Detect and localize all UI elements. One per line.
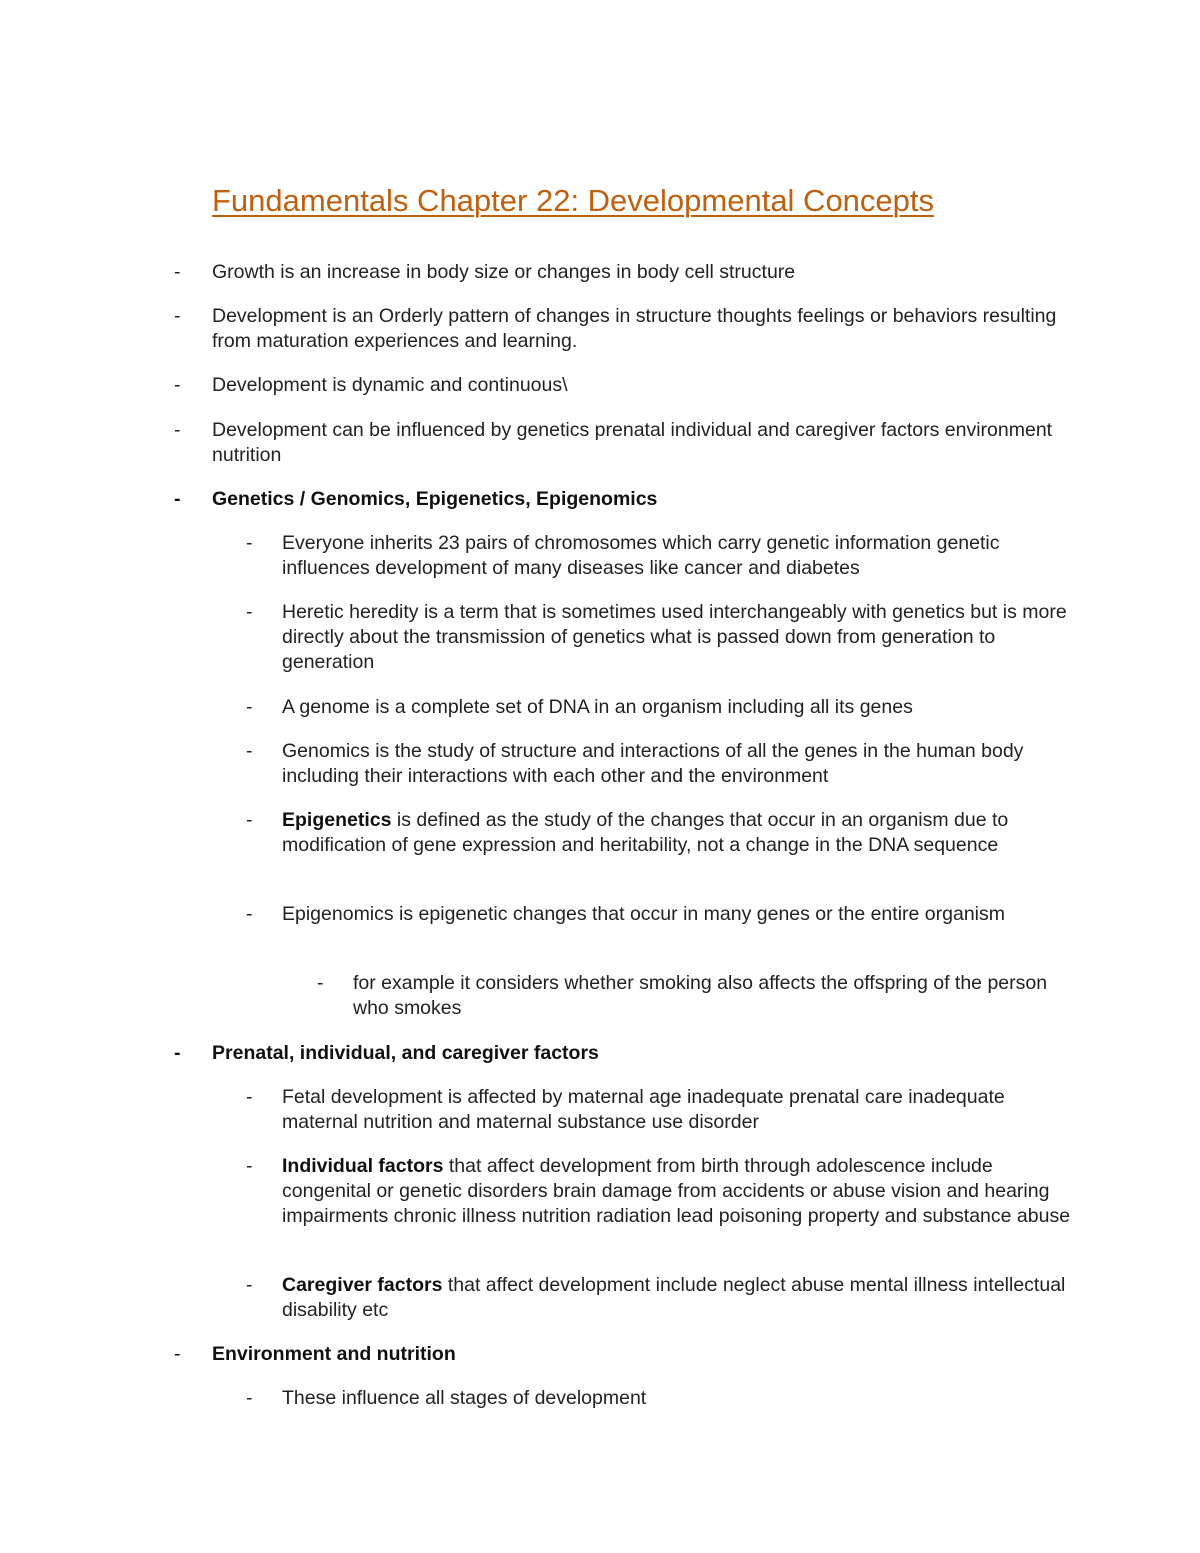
bold-term: Caregiver factors xyxy=(282,1274,443,1296)
bullet-dash: - xyxy=(174,374,181,396)
bold-term: Epigenetics xyxy=(282,809,392,831)
bullet-text: These influence all stages of development xyxy=(282,1387,647,1409)
bullet-dash: - xyxy=(174,261,181,283)
bullet-dash: - xyxy=(246,601,253,623)
bullet-dash: - xyxy=(246,1274,253,1296)
bullet-text: for example it considers whether smoking also affects the offspring of the person who smokes xyxy=(353,972,1048,1019)
bullet-text xyxy=(282,1273,1072,1323)
bullet-text: A genome is a complete set of DNA in an organism including all its genes xyxy=(282,696,913,718)
bullet-dash: - xyxy=(174,305,181,327)
bullet-text: Development can be influenced by genetics prenatal individual and caregiver factors environment nutrition xyxy=(212,419,1053,466)
bullet-text: Growth is an increase in body size or changes in body cell structure xyxy=(212,261,796,283)
bullet-dash: - xyxy=(246,740,253,762)
bullet-text: Epigenomics is epigenetic changes that occur in many genes or the entire organism xyxy=(282,903,1005,925)
bullet-dash: - xyxy=(246,809,253,831)
bold-term: Individual factors xyxy=(282,1155,444,1177)
bullet-text: Development is an Orderly pattern of changes in structure thoughts feelings or behaviors resulting from maturation experiences and learning. xyxy=(212,305,1057,352)
bullet-dash: - xyxy=(246,1387,253,1409)
bullet-dash: - xyxy=(246,1086,253,1108)
bullet-text: Development is dynamic and continuous\ xyxy=(212,374,568,396)
bullet-text: Heretic heredity is a term that is sometimes used interchangeably with genetics but is more directly about the transmission of genetics what is passed down from generation to generation xyxy=(282,601,1067,673)
bullet-text xyxy=(282,1154,1072,1229)
bullet-dash: - xyxy=(174,1343,181,1365)
bullet-body: that affect development from birth through adolescence include congenital or genetic disorders brain damage from accidents or abuse vision and hearing impairments chronic illness nutrition radiation lead poisoning property and substance abuse xyxy=(282,1155,1071,1227)
bullet-dash: - xyxy=(246,903,253,925)
bullet-text: Genomics is the study of structure and interactions of all the genes in the human body including their interactions with each other and the environment xyxy=(282,740,1024,787)
bullet-text: Everyone inherits 23 pairs of chromosomes which carry genetic information genetic influences development of many diseases like cancer and diabetes xyxy=(282,532,1000,579)
bullet-dash: - xyxy=(246,696,253,718)
page-title: Fundamentals Chapter 22: Developmental Concepts xyxy=(212,183,935,218)
bullet-dash: - xyxy=(174,488,181,510)
section-heading-text: Prenatal, individual, and caregiver factors xyxy=(212,1042,599,1064)
bullet-text xyxy=(282,808,1072,858)
bullet-dash: - xyxy=(317,972,324,994)
bullet-dash: - xyxy=(174,419,181,441)
bullet-body: is defined as the study of the changes that occur in an organism due to modification of gene expression and heritability, not a change in the DNA sequence xyxy=(282,809,1009,856)
bullet-body: that affect development include neglect abuse mental illness intellectual disability etc xyxy=(282,1274,1066,1321)
bullet-text: Fetal development is affected by maternal age inadequate prenatal care inadequate maternal nutrition and maternal substance use disorder xyxy=(282,1086,1005,1133)
bullet-dash: - xyxy=(246,532,253,554)
bullet-dash: - xyxy=(246,1155,253,1177)
section-heading-text: Environment and nutrition xyxy=(212,1343,456,1365)
bullet-dash: - xyxy=(174,1042,181,1064)
section-heading-text: Genetics / Genomics, Epigenetics, Epigenomics xyxy=(212,488,658,510)
